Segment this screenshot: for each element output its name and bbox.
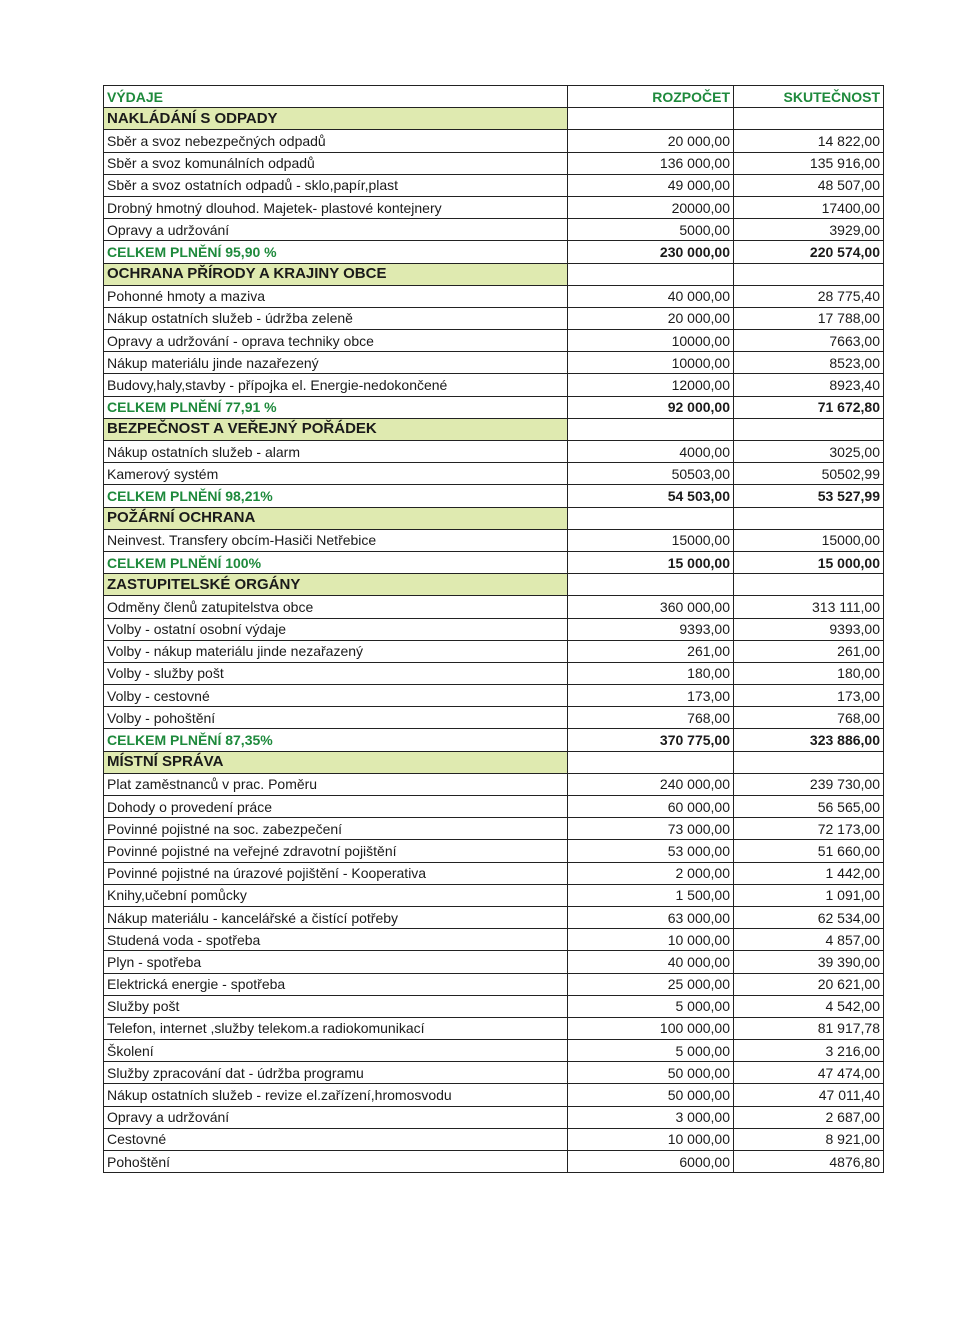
budget-cell: 40 000,00 [568, 951, 734, 973]
budget-cell: 370 775,00 [568, 729, 734, 751]
row-label: Volby - cestovné [104, 685, 568, 707]
table-row [104, 196, 884, 218]
budget-cell: 20000,00 [568, 196, 734, 218]
table-row [104, 618, 884, 640]
table-row [104, 862, 884, 884]
budget-cell: 136 000,00 [568, 152, 734, 174]
row-label: Povinné pojistné na úrazové pojištění - Kooperativa [104, 862, 568, 884]
budget-cell: 10000,00 [568, 330, 734, 352]
table-row [104, 1151, 884, 1173]
actual-cell: 220 574,00 [734, 241, 884, 263]
table-row [104, 973, 884, 995]
table-row [104, 1062, 884, 1084]
section-title: BEZPEČNOST A VEŘEJNÝ POŘÁDEK [104, 418, 568, 440]
budget-cell: 10 000,00 [568, 929, 734, 951]
budget-cell: 20 000,00 [568, 130, 734, 152]
row-label: CELKEM PLNĚNÍ 100% [104, 551, 568, 573]
row-label: Nákup ostatních služeb - údržba zeleně [104, 307, 568, 329]
budget-cell: 63 000,00 [568, 906, 734, 928]
row-label: Sběr a svoz ostatních odpadů - sklo,papír,plast [104, 174, 568, 196]
budget-cell [568, 108, 734, 130]
budget-cell: 5000,00 [568, 219, 734, 241]
row-label: Volby - nákup materiálu jinde nezařazený [104, 640, 568, 662]
row-label: CELKEM PLNĚNÍ 95,90 % [104, 241, 568, 263]
budget-cell: 240 000,00 [568, 773, 734, 795]
row-label: Budovy,haly,stavby - přípojka el. Energie-nedokončené [104, 374, 568, 396]
actual-cell: 47 011,40 [734, 1084, 884, 1106]
actual-cell: 8523,00 [734, 352, 884, 374]
actual-cell: 72 173,00 [734, 818, 884, 840]
actual-cell: 50502,99 [734, 463, 884, 485]
section-title: ZASTUPITELSKÉ ORGÁNY [104, 574, 568, 596]
actual-cell: 17 788,00 [734, 307, 884, 329]
budget-cell: 53 000,00 [568, 840, 734, 862]
total-row [104, 396, 884, 418]
actual-cell: 51 660,00 [734, 840, 884, 862]
row-label: Studená voda - spotřeba [104, 929, 568, 951]
actual-cell: 4 542,00 [734, 995, 884, 1017]
actual-cell: 53 527,99 [734, 485, 884, 507]
actual-cell: 3 216,00 [734, 1040, 884, 1062]
table-row [104, 818, 884, 840]
table-row [104, 1040, 884, 1062]
actual-cell: 1 091,00 [734, 884, 884, 906]
budget-cell: 12000,00 [568, 374, 734, 396]
actual-cell: 3929,00 [734, 219, 884, 241]
budget-cell: 173,00 [568, 685, 734, 707]
table-body [104, 86, 884, 1173]
actual-cell: 135 916,00 [734, 152, 884, 174]
row-label: Odměny členů zatupitelstva obce [104, 596, 568, 618]
table-row [104, 906, 884, 928]
budget-cell: 230 000,00 [568, 241, 734, 263]
actual-cell: 239 730,00 [734, 773, 884, 795]
table-row [104, 330, 884, 352]
expenditure-table [103, 85, 884, 1173]
budget-cell: 50503,00 [568, 463, 734, 485]
budget-cell [568, 751, 734, 773]
table-row [104, 307, 884, 329]
table-row [104, 951, 884, 973]
actual-cell: 56 565,00 [734, 796, 884, 818]
actual-cell [734, 263, 884, 285]
budget-cell: 768,00 [568, 707, 734, 729]
budget-cell: 9393,00 [568, 618, 734, 640]
table-row [104, 441, 884, 463]
budget-cell: 100 000,00 [568, 1017, 734, 1039]
row-label: Knihy,učební pomůcky [104, 884, 568, 906]
budget-cell: 40 000,00 [568, 285, 734, 307]
actual-cell: 15000,00 [734, 529, 884, 551]
total-row [104, 551, 884, 573]
table-row [104, 640, 884, 662]
actual-cell: 180,00 [734, 662, 884, 684]
table-row [104, 1128, 884, 1150]
row-label: Volby - služby pošt [104, 662, 568, 684]
row-label: Cestovné [104, 1128, 568, 1150]
row-label: Plat zaměstnanců v prac. Poměru [104, 773, 568, 795]
budget-cell: 73 000,00 [568, 818, 734, 840]
budget-cell [568, 574, 734, 596]
table-row [104, 707, 884, 729]
row-label: Pohonné hmoty a maziva [104, 285, 568, 307]
section-title: POŽÁRNÍ OCHRANA [104, 507, 568, 529]
row-label: Povinné pojistné na veřejné zdravotní pojištění [104, 840, 568, 862]
row-label: CELKEM PLNĚNÍ 87,35% [104, 729, 568, 751]
row-label: Volby - ostatní osobní výdaje [104, 618, 568, 640]
section-row [104, 263, 884, 285]
table-row [104, 529, 884, 551]
table-row [104, 929, 884, 951]
actual-cell: 2 687,00 [734, 1106, 884, 1128]
budget-cell: 3 000,00 [568, 1106, 734, 1128]
table-row [104, 596, 884, 618]
row-label: Opravy a udržování [104, 219, 568, 241]
section-row [104, 751, 884, 773]
actual-cell: 8923,40 [734, 374, 884, 396]
budget-cell: 15 000,00 [568, 551, 734, 573]
row-label: Dohody o provedení práce [104, 796, 568, 818]
budget-cell: 15000,00 [568, 529, 734, 551]
row-label: Pohoštění [104, 1151, 568, 1173]
actual-cell: 47 474,00 [734, 1062, 884, 1084]
actual-cell: 261,00 [734, 640, 884, 662]
header-budget: ROZPOČET [568, 86, 734, 108]
actual-cell [734, 751, 884, 773]
budget-cell [568, 263, 734, 285]
table-row [104, 773, 884, 795]
actual-cell: 1 442,00 [734, 862, 884, 884]
actual-cell: 323 886,00 [734, 729, 884, 751]
row-label: Opravy a udržování [104, 1106, 568, 1128]
budget-cell: 360 000,00 [568, 596, 734, 618]
table-row [104, 662, 884, 684]
row-label: Nákup materiálu - kancelářské a čistící potřeby [104, 906, 568, 928]
budget-cell: 6000,00 [568, 1151, 734, 1173]
budget-cell: 50 000,00 [568, 1062, 734, 1084]
budget-cell: 54 503,00 [568, 485, 734, 507]
actual-cell [734, 507, 884, 529]
table-row [104, 130, 884, 152]
budget-cell: 92 000,00 [568, 396, 734, 418]
budget-cell [568, 507, 734, 529]
budget-cell: 261,00 [568, 640, 734, 662]
row-label: Nákup ostatních služeb - alarm [104, 441, 568, 463]
actual-cell: 28 775,40 [734, 285, 884, 307]
budget-cell: 25 000,00 [568, 973, 734, 995]
budget-cell: 2 000,00 [568, 862, 734, 884]
row-label: Telefon, internet ,služby telekom.a radiokomunikací [104, 1017, 568, 1039]
budget-cell: 5 000,00 [568, 995, 734, 1017]
section-title: MÍSTNÍ SPRÁVA [104, 751, 568, 773]
budget-cell: 10 000,00 [568, 1128, 734, 1150]
actual-cell: 17400,00 [734, 196, 884, 218]
budget-cell: 10000,00 [568, 352, 734, 374]
section-title: NAKLÁDÁNÍ S ODPADY [104, 108, 568, 130]
table-header-row [104, 86, 884, 108]
section-row [104, 574, 884, 596]
table-row [104, 796, 884, 818]
actual-cell: 173,00 [734, 685, 884, 707]
row-label: Neinvest. Transfery obcím-Hasiči Netřebice [104, 529, 568, 551]
row-label: Opravy a udržování - oprava techniky obce [104, 330, 568, 352]
total-row [104, 729, 884, 751]
row-label: CELKEM PLNĚNÍ 77,91 % [104, 396, 568, 418]
budget-cell: 50 000,00 [568, 1084, 734, 1106]
budget-cell: 60 000,00 [568, 796, 734, 818]
table-row [104, 152, 884, 174]
row-label: Plyn - spotřeba [104, 951, 568, 973]
actual-cell: 20 621,00 [734, 973, 884, 995]
row-label: Nákup materiálu jinde nazařezený [104, 352, 568, 374]
row-label: Služby zpracování dat - údržba programu [104, 1062, 568, 1084]
actual-cell: 48 507,00 [734, 174, 884, 196]
actual-cell: 4 857,00 [734, 929, 884, 951]
actual-cell: 62 534,00 [734, 906, 884, 928]
table-row [104, 840, 884, 862]
table-row [104, 174, 884, 196]
table-row [104, 1084, 884, 1106]
total-row [104, 485, 884, 507]
row-label: Kamerový systém [104, 463, 568, 485]
total-row [104, 241, 884, 263]
header-actual: SKUTEČNOST [734, 86, 884, 108]
row-label: Volby - pohoštění [104, 707, 568, 729]
actual-cell [734, 574, 884, 596]
actual-cell: 71 672,80 [734, 396, 884, 418]
header-label: VÝDAJE [104, 86, 568, 108]
table-row [104, 685, 884, 707]
actual-cell [734, 418, 884, 440]
actual-cell: 8 921,00 [734, 1128, 884, 1150]
table-row [104, 995, 884, 1017]
actual-cell: 7663,00 [734, 330, 884, 352]
row-label: Sběr a svoz nebezpečných odpadů [104, 130, 568, 152]
row-label: Povinné pojistné na soc. zabezpečení [104, 818, 568, 840]
row-label: Elektrická energie - spotřeba [104, 973, 568, 995]
actual-cell: 768,00 [734, 707, 884, 729]
section-row [104, 108, 884, 130]
actual-cell: 39 390,00 [734, 951, 884, 973]
budget-cell: 5 000,00 [568, 1040, 734, 1062]
row-label: Sběr a svoz komunálních odpadů [104, 152, 568, 174]
row-label: CELKEM PLNĚNÍ 98,21% [104, 485, 568, 507]
budget-cell [568, 418, 734, 440]
actual-cell: 313 111,00 [734, 596, 884, 618]
table-row [104, 463, 884, 485]
table-row [104, 884, 884, 906]
table-row [104, 1017, 884, 1039]
row-label: Nákup ostatních služeb - revize el.zařízení,hromosvodu [104, 1084, 568, 1106]
section-title: OCHRANA PŘÍRODY A KRAJINY OBCE [104, 263, 568, 285]
actual-cell: 3025,00 [734, 441, 884, 463]
section-row [104, 418, 884, 440]
actual-cell: 81 917,78 [734, 1017, 884, 1039]
table-row [104, 219, 884, 241]
table-row [104, 374, 884, 396]
actual-cell: 14 822,00 [734, 130, 884, 152]
actual-cell: 4876,80 [734, 1151, 884, 1173]
section-row [104, 507, 884, 529]
table-row [104, 1106, 884, 1128]
actual-cell: 15 000,00 [734, 551, 884, 573]
row-label: Služby pošt [104, 995, 568, 1017]
table-row [104, 285, 884, 307]
budget-cell: 180,00 [568, 662, 734, 684]
budget-cell: 20 000,00 [568, 307, 734, 329]
row-label: Drobný hmotný dlouhod. Majetek- plastové kontejnery [104, 196, 568, 218]
row-label: Školení [104, 1040, 568, 1062]
budget-cell: 1 500,00 [568, 884, 734, 906]
budget-cell: 4000,00 [568, 441, 734, 463]
table-row [104, 352, 884, 374]
actual-cell [734, 108, 884, 130]
budget-cell: 49 000,00 [568, 174, 734, 196]
actual-cell: 9393,00 [734, 618, 884, 640]
